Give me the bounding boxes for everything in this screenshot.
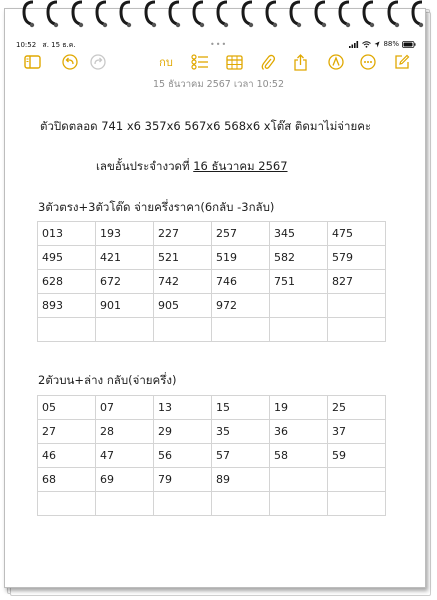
- table-cell[interactable]: 672: [96, 270, 154, 294]
- table-row: [38, 444, 386, 468]
- three-digit-table[interactable]: [37, 221, 386, 342]
- location-icon: [374, 41, 380, 48]
- attachment-icon: [261, 54, 275, 71]
- table-cell[interactable]: 37: [328, 420, 386, 444]
- table-cell[interactable]: 15: [212, 396, 270, 420]
- table-cell[interactable]: 05: [38, 396, 96, 420]
- battery-icon: [402, 41, 416, 48]
- table-row: [38, 396, 386, 420]
- table-cell[interactable]: 28: [96, 420, 154, 444]
- table-cell[interactable]: [270, 468, 328, 492]
- table-cell[interactable]: [328, 492, 386, 516]
- limit-label: เลขอั้นประจำงวดที่: [96, 159, 194, 173]
- status-date: ส. 15 ธ.ค.: [42, 41, 76, 49]
- markup-icon: [328, 54, 344, 70]
- spiral-binding: [0, 0, 437, 36]
- table-cell[interactable]: 69: [96, 468, 154, 492]
- table-cell[interactable]: [270, 318, 328, 342]
- table-cell[interactable]: 345: [270, 222, 328, 246]
- markup-button[interactable]: [326, 52, 346, 72]
- section2-heading: 2ตัวบน+ล่าง กลับ(จ่ายครึ่ง): [38, 373, 177, 387]
- redo-button[interactable]: [88, 52, 108, 72]
- table-cell[interactable]: 56: [154, 444, 212, 468]
- table-cell[interactable]: 36: [270, 420, 328, 444]
- share-button[interactable]: [290, 52, 310, 72]
- binding-ring-icon: [216, 0, 230, 30]
- wifi-icon: [362, 41, 371, 48]
- table-cell[interactable]: 227: [154, 222, 212, 246]
- redo-icon: [90, 54, 106, 70]
- table-cell[interactable]: 495: [38, 246, 96, 270]
- table-cell[interactable]: 35: [212, 420, 270, 444]
- section1-heading: 3ตัวตรง+3ตัวโต๊ด จ่ายครึ่งราคา(6กลับ -3กลับ): [38, 200, 275, 214]
- table-cell[interactable]: 68: [38, 468, 96, 492]
- binding-ring-icon: [338, 0, 352, 30]
- binding-ring-icon: [144, 0, 158, 30]
- text-format-button[interactable]: กบ: [159, 56, 173, 69]
- table-cell[interactable]: [38, 318, 96, 342]
- table-cell[interactable]: 47: [96, 444, 154, 468]
- table-cell[interactable]: 27: [38, 420, 96, 444]
- limit-date: 16 ธันวาคม 2567: [193, 159, 288, 173]
- table-cell[interactable]: 579: [328, 246, 386, 270]
- checklist-button[interactable]: [190, 52, 210, 72]
- table-cell[interactable]: 25: [328, 396, 386, 420]
- table-row: [38, 246, 386, 270]
- binding-ring-icon: [241, 0, 255, 30]
- compose-button[interactable]: [392, 52, 412, 72]
- table-cell[interactable]: [96, 492, 154, 516]
- undo-icon: [62, 54, 78, 70]
- table-cell[interactable]: [96, 318, 154, 342]
- checklist-icon: [191, 54, 209, 70]
- table-cell[interactable]: 57: [212, 444, 270, 468]
- table-cell[interactable]: [154, 318, 212, 342]
- table-cell[interactable]: 89: [212, 468, 270, 492]
- binding-ring-icon: [46, 0, 60, 30]
- table-row: [38, 492, 386, 516]
- table-cell[interactable]: 972: [212, 294, 270, 318]
- table-cell[interactable]: 13: [154, 396, 212, 420]
- table-cell[interactable]: 628: [38, 270, 96, 294]
- table-row: [38, 318, 386, 342]
- note-line-closed-numbers: ตัวปิดตลอด 741 x6 357x6 567x6 568x6 xโต๊ส ติดมาไม่จ่ายคะ: [40, 119, 372, 133]
- table-cell[interactable]: [212, 318, 270, 342]
- table-cell[interactable]: [328, 468, 386, 492]
- note-date: 15 ธันวาคม 2567 เวลา 10:52: [152, 79, 285, 90]
- table-cell[interactable]: 013: [38, 222, 96, 246]
- status-time: 10:52: [16, 41, 37, 49]
- table-cell[interactable]: 46: [38, 444, 96, 468]
- table-row: [38, 294, 386, 318]
- table-cell[interactable]: 893: [38, 294, 96, 318]
- table-cell[interactable]: 519: [212, 246, 270, 270]
- table-row: [38, 222, 386, 246]
- table-cell[interactable]: [328, 318, 386, 342]
- binding-ring-icon: [168, 0, 182, 30]
- table-icon: [226, 55, 243, 70]
- multitask-dots[interactable]: •••: [210, 40, 228, 49]
- binding-ring-icon: [22, 0, 36, 30]
- binding-ring-icon: [95, 0, 109, 30]
- attachment-button[interactable]: [258, 52, 278, 72]
- table-row: [38, 468, 386, 492]
- table-cell[interactable]: 905: [154, 294, 212, 318]
- binding-ring-icon: [411, 0, 425, 30]
- binding-ring-icon: [265, 0, 279, 30]
- binding-ring-icon: [314, 0, 328, 30]
- table-button[interactable]: [224, 52, 244, 72]
- battery-percent: 88%: [383, 40, 399, 48]
- table-cell[interactable]: [38, 492, 96, 516]
- compose-icon: [394, 54, 410, 70]
- table-cell[interactable]: 521: [154, 246, 212, 270]
- table-cell[interactable]: 751: [270, 270, 328, 294]
- table-cell[interactable]: 58: [270, 444, 328, 468]
- more-button[interactable]: [358, 52, 378, 72]
- table-cell[interactable]: [212, 492, 270, 516]
- undo-button[interactable]: [60, 52, 80, 72]
- binding-ring-icon: [362, 0, 376, 30]
- table-cell[interactable]: [328, 294, 386, 318]
- table-cell[interactable]: 59: [328, 444, 386, 468]
- table-cell[interactable]: [270, 294, 328, 318]
- sidebar-icon: [24, 55, 41, 69]
- table-cell[interactable]: 827: [328, 270, 386, 294]
- table-cell[interactable]: 193: [96, 222, 154, 246]
- table-cell[interactable]: 79: [154, 468, 212, 492]
- note-line-limit-date: [96, 158, 288, 176]
- table-cell[interactable]: 475: [328, 222, 386, 246]
- table-cell[interactable]: [270, 492, 328, 516]
- more-icon: [360, 54, 376, 70]
- signal-icon: [349, 41, 359, 48]
- binding-ring-icon: [71, 0, 85, 30]
- table-cell[interactable]: 29: [154, 420, 212, 444]
- binding-ring-icon: [192, 0, 206, 30]
- table-row: [38, 420, 386, 444]
- notes-toolbar: [14, 52, 418, 74]
- share-icon: [293, 54, 308, 71]
- table-cell[interactable]: 421: [96, 246, 154, 270]
- table-cell[interactable]: 257: [212, 222, 270, 246]
- table-cell[interactable]: 901: [96, 294, 154, 318]
- table-cell[interactable]: 19: [270, 396, 328, 420]
- sidebar-button[interactable]: [22, 52, 42, 72]
- table-row: [38, 270, 386, 294]
- table-cell[interactable]: 07: [96, 396, 154, 420]
- table-cell[interactable]: [154, 492, 212, 516]
- table-cell[interactable]: 742: [154, 270, 212, 294]
- table-cell[interactable]: 746: [212, 270, 270, 294]
- table-cell[interactable]: 582: [270, 246, 328, 270]
- two-digit-table[interactable]: [37, 395, 386, 516]
- binding-ring-icon: [387, 0, 401, 30]
- binding-ring-icon: [119, 0, 133, 30]
- binding-ring-icon: [289, 0, 303, 30]
